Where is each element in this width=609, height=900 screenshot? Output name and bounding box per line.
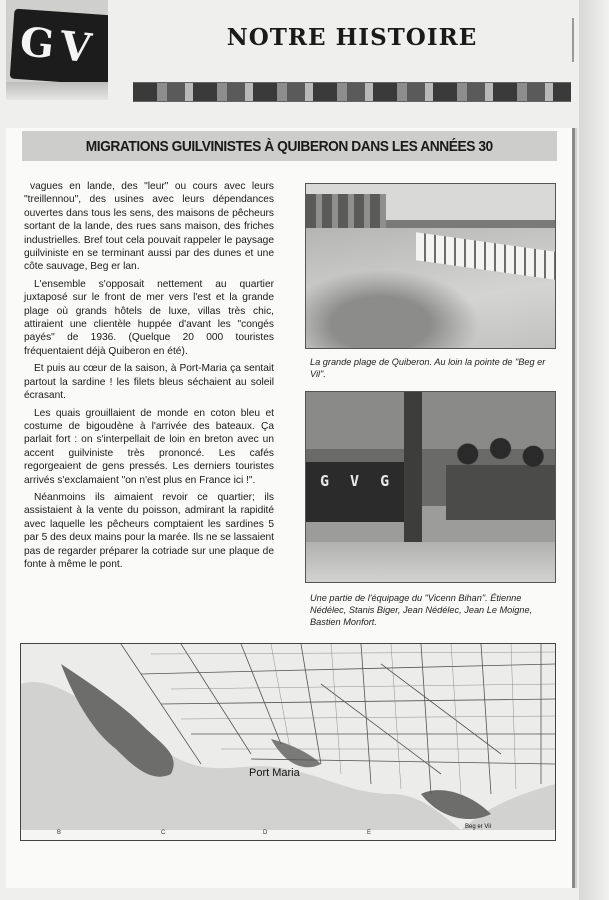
article-heading-bar (22, 131, 557, 161)
crew-photo (305, 391, 556, 583)
article-paragraph: Et puis au cœur de la saison, à Port-Maria ça sentait partout la sardine ! les filets bleus séchaient au soleil écrasant. (24, 363, 274, 402)
article-heading: MIGRATIONS GUILVINISTES À QUIBERON DANS LES ANNÉES 30 (85, 137, 494, 155)
beach-photo (305, 183, 556, 349)
logo-hull (6, 82, 108, 100)
map-label-port-maria: Port Maria (249, 767, 300, 779)
page-edge-shadow (579, 0, 609, 900)
header-divider (572, 18, 574, 62)
boat-hull (306, 462, 416, 522)
boat-marking: G V G (320, 472, 396, 490)
crew-photo-caption: Une partie de l'équipage du "Vicenn Bihan". Étienne Nédélec, Stanis Biger, Jean Nédélec, Jean Le Moigne, Bastien Monfort. (310, 593, 533, 627)
map-label-beg-er-vil: Beg er Vil (465, 824, 491, 830)
beach-photo-caption: La grande plage de Quiberon. Au loin la pointe de "Beg er Vil". (310, 357, 546, 379)
map-grid-scale (20, 830, 556, 841)
article-paragraph: Les quais grouillaient de monde en coton bleu et costume de bigoudène à l'arrivée des bateaux. Ça parlait fort : on s'interpellait de loin en breton avec un accent guilviniste très prononcé. Les cafés regorgeaient de gens pressés. Les derniers touristes arrivés s'exclamaient "on n'est plus en France ici !". (24, 407, 274, 486)
article-paragraph: Néanmoins ils aimaient revoir ce quartier; ils assistaient à la vente du poisson, admirant la rapidité avec laquelle les pêcheurs comptaient les sardines 5 par 5 des deux mains pour la marée. Ils ne se lassaient pas de regarder préparer la cotriade sur une plaque de fonte à même le pont. (24, 491, 274, 570)
logo-letters: GV (17, 18, 100, 73)
header-banner-photo (133, 82, 571, 102)
article-paragraph: vagues en lande, des "leur" ou cours avec leurs "treillennou", des usines avec leurs dépendances ouvertes dans tous les sens, des maisons de pêcheurs sortant de la lande, des rues sans maison, des friches industrielles. Bref tout cela pouvait rappeler le paysage guilviniste en se terminant aussi par des dunes et une côte sauvage, Beg er lan. (24, 181, 274, 273)
map-grid-letter: E (367, 830, 372, 836)
page-title: NOTRE HISTOIRE (226, 24, 478, 51)
article-paragraph: L'ensemble s'opposait nettement au quartier juxtaposé sur le front de mer vers l'est et la grande plage où grands hôtels de luxe, villas très chic, attiraient une clientèle huppée d'avant les "congés payés" de 1936. (Quelque 20 000 touristes fréquentaient déjà Quiberon en été). (24, 278, 274, 357)
map-drawing (21, 644, 555, 830)
boat-deck (306, 542, 555, 582)
map-grid-letter: B (57, 830, 62, 836)
seafront-buildings (306, 194, 386, 228)
crew-members (446, 432, 555, 542)
article-body (24, 180, 274, 575)
gv-logo (6, 0, 108, 100)
map-grid-letter: C (161, 830, 166, 836)
map-grid-letter: D (263, 830, 268, 836)
quiberon-map (20, 643, 556, 831)
